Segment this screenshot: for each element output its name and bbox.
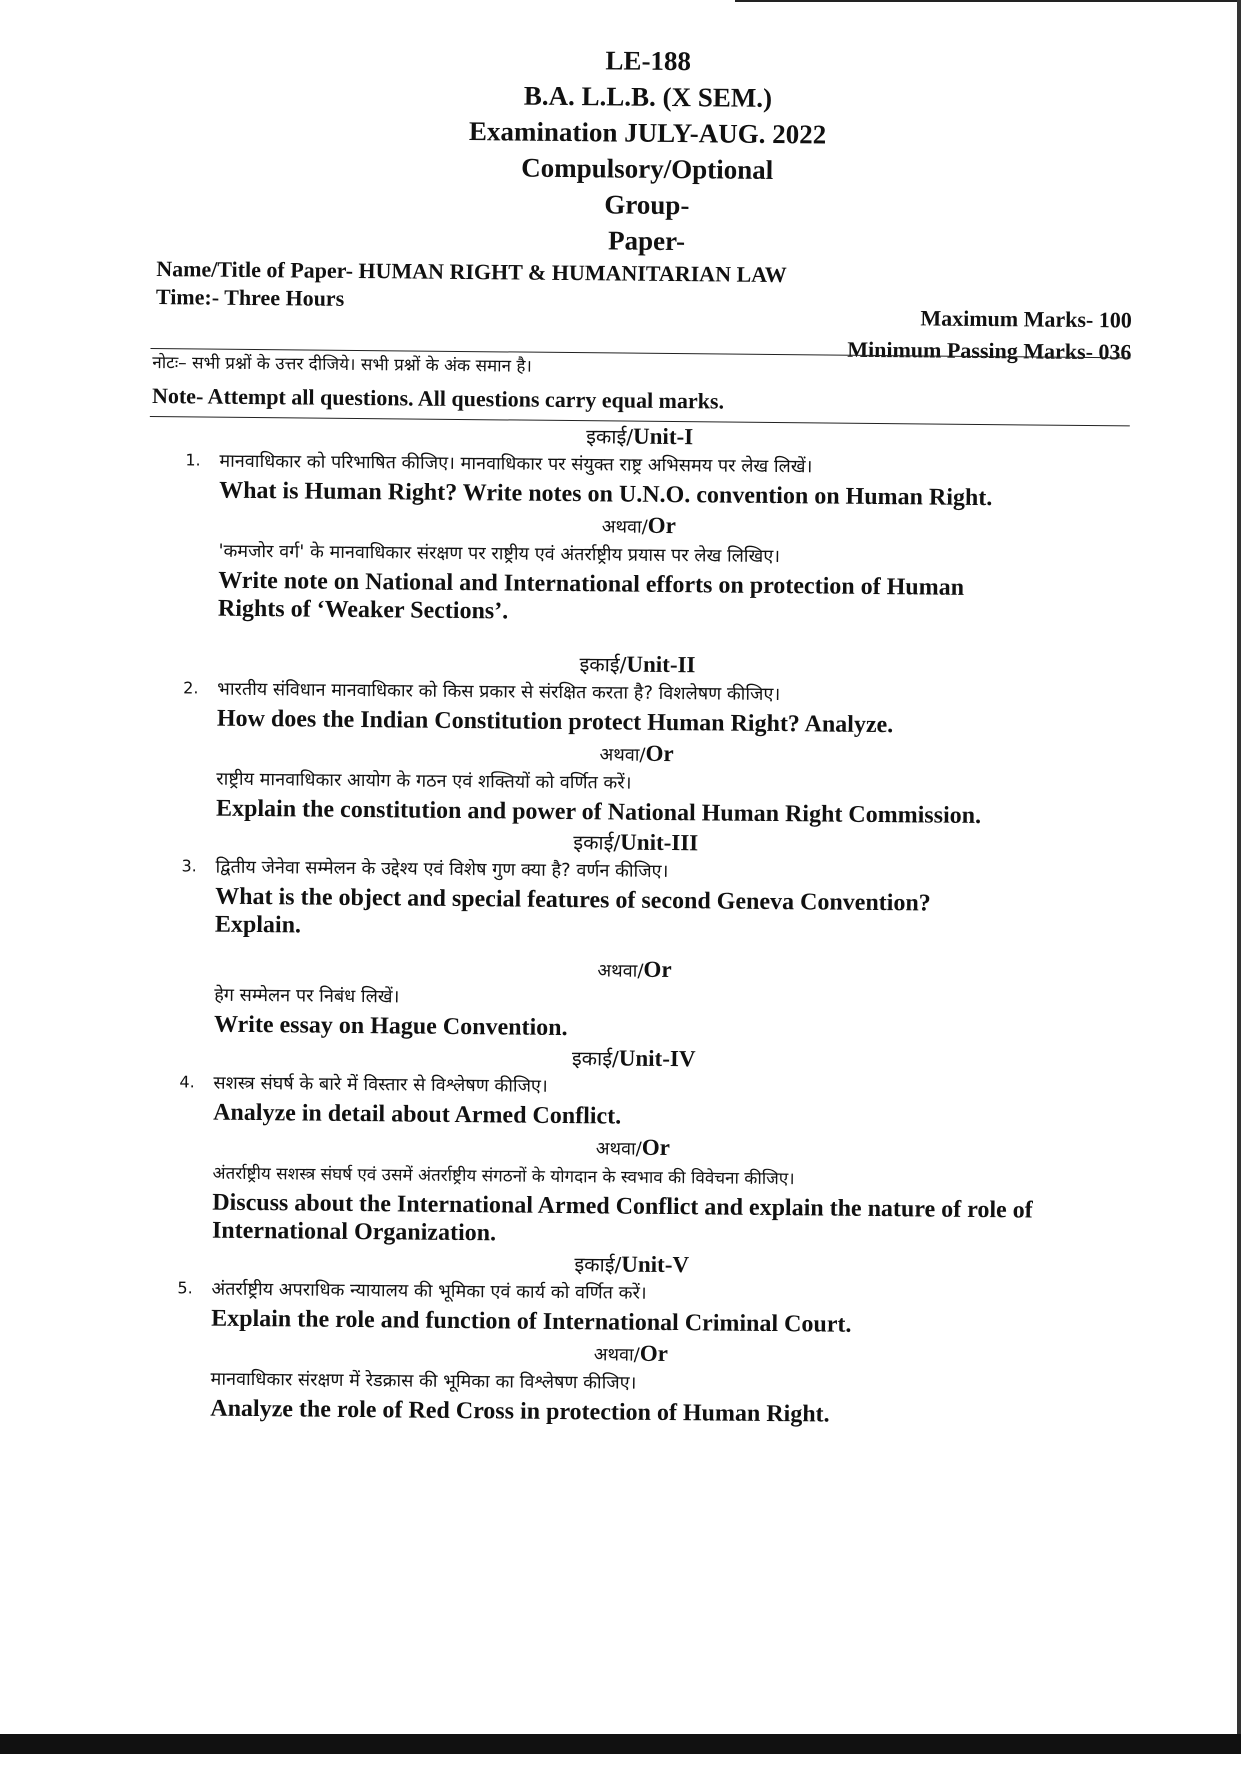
- unit-section: [146, 646, 1128, 831]
- question-number: 5.: [177, 1278, 193, 1298]
- question-english: Discuss about the International Armed Conflict and explain the nature of role of International Organization.: [211, 1189, 1033, 1247]
- question-english: Explain the role and function of International Criminal Court.: [211, 1305, 852, 1338]
- question-number: 3.: [181, 856, 197, 876]
- question-hindi: मानवाधिकार संरक्षण में रेडक्रास की भूमिका का विश्लेषण कीजिए।: [210, 1368, 637, 1394]
- question: [145, 852, 1126, 947]
- question-english: Analyze the role of Red Cross in protection of Human Right.: [210, 1395, 830, 1428]
- question: [143, 1068, 1124, 1135]
- paper-title: Name/Title of Paper- HUMAN RIGHT & HUMANITARIAN LAW: [156, 256, 787, 288]
- paper-type: Compulsory/Optional: [521, 152, 774, 185]
- course-name: B.A. L.L.B. (X SEM.): [523, 80, 773, 113]
- question-hindi: द्वितीय जेनेवा सम्मेलन के उद्देश्य एवं विशेष गुण क्या है? वर्णन कीजिए।: [215, 856, 669, 882]
- note-hindi: नोटः– सभी प्रश्नों के उत्तर दीजिये। सभी प्रश्नों के अंक समान है।: [152, 353, 532, 377]
- question-number: 2.: [183, 678, 199, 698]
- unit-section: [148, 418, 1130, 631]
- min-marks: Minimum Passing Marks- 036: [847, 336, 1132, 365]
- marks-info: [847, 302, 1132, 369]
- question-list: [140, 418, 1130, 1433]
- paper-code: LE-188: [605, 45, 692, 77]
- alternate-question: [140, 1364, 1121, 1431]
- question-hindi: हेग सम्मेलन पर निबंध लिखें।: [214, 984, 400, 1008]
- unit-title: इकाई/Unit-III: [573, 829, 699, 856]
- or-separator: अथवा/Or: [597, 956, 672, 983]
- exam-session: Examination JULY-AUG. 2022: [468, 116, 827, 150]
- question: [141, 1274, 1122, 1341]
- alternate-question: [146, 764, 1127, 831]
- or-separator: अथवा/Or: [595, 1134, 671, 1161]
- unit-title: इकाई/Unit-V: [574, 1251, 690, 1278]
- note-english: Note- Attempt all questions. All questions carry equal marks.: [151, 383, 725, 414]
- unit-title: इकाई/Unit-II: [579, 651, 696, 678]
- paper-header: [1, 37, 1241, 265]
- question-hindi: भारतीय संविधान मानवाधिकार को किस प्रकार से संरक्षित करता है? विशलेषण कीजिए।: [217, 678, 781, 706]
- unit-section: [144, 824, 1126, 1047]
- question-english: Write note on National and International efforts on protection of Human Rights of ‘Weaker Sections’.: [217, 567, 965, 625]
- unit-title: इकाई/Unit-I: [586, 423, 694, 450]
- question-hindi: सशस्त्र संघर्ष के बारे में विस्तार से विश्लेषण कीजिए।: [213, 1072, 548, 1097]
- unit-title: इकाई/Unit-IV: [571, 1045, 696, 1072]
- question-number: 4.: [179, 1072, 195, 1092]
- question-number: 1.: [185, 450, 201, 470]
- scan-top-edge: [735, 0, 1241, 2]
- question-english: Write essay on Hague Convention.: [213, 1011, 568, 1042]
- unit-section: [142, 1040, 1124, 1253]
- or-separator: अथवा/Or: [601, 512, 676, 539]
- scan-bottom-edge: [0, 1734, 1241, 1754]
- question-english: How does the Indian Constitution protect Human Right? Analyze.: [216, 705, 894, 739]
- group-label: Group-: [604, 189, 690, 221]
- alternate-question: [148, 536, 1129, 631]
- or-separator: अथवा/Or: [593, 1340, 669, 1367]
- exam-time: Time:- Three Hours: [155, 284, 345, 311]
- question-english: Analyze in detail about Armed Conflict.: [213, 1099, 622, 1130]
- paper-label: Paper-: [607, 225, 686, 257]
- question-english: Explain the constitution and power of National Human Right Commission.: [215, 795, 982, 829]
- question: [147, 674, 1128, 741]
- alternate-question: [142, 1158, 1123, 1253]
- question-hindi: अंतर्राष्ट्रीय सशस्त्र संघर्ष एवं उसमें अंतर्राष्ट्रीय संगठनों के योगदान के स्वभाव की विवेचना कीजिए।: [212, 1163, 795, 1190]
- question-hindi: अंतर्राष्ट्रीय अपराधिक न्यायालय की भूमिका एवं कार्य को वर्णित करें।: [211, 1278, 647, 1304]
- question: [149, 446, 1130, 513]
- paper-meta: [156, 255, 787, 317]
- unit-section: [140, 1246, 1122, 1431]
- question-hindi: मानवाधिकार को परिभाषित कीजिए। मानवाधिकार पर संयुक्त राष्ट्र अभिसमय पर लेख लिखें।: [219, 450, 813, 478]
- question-hindi: राष्ट्रीय मानवाधिकार आयोग के गठन एवं शक्तियों को वर्णित करें।: [216, 768, 632, 794]
- question-hindi: 'कमजोर वर्ग' के मानवाधिकार संरक्षण पर राष्ट्रीय एवं अंतर्राष्ट्रीय प्रयास पर लेख लिखिए।: [218, 540, 781, 568]
- max-marks: Maximum Marks- 100: [920, 305, 1132, 333]
- alternate-question: [144, 980, 1125, 1047]
- or-separator: अथवा/Or: [599, 740, 674, 767]
- question-english: What is the object and special features of second Geneva Convention? Explain.: [214, 883, 931, 939]
- question-english: What is Human Right? Write notes on U.N.O. convention on Human Right.: [219, 477, 993, 512]
